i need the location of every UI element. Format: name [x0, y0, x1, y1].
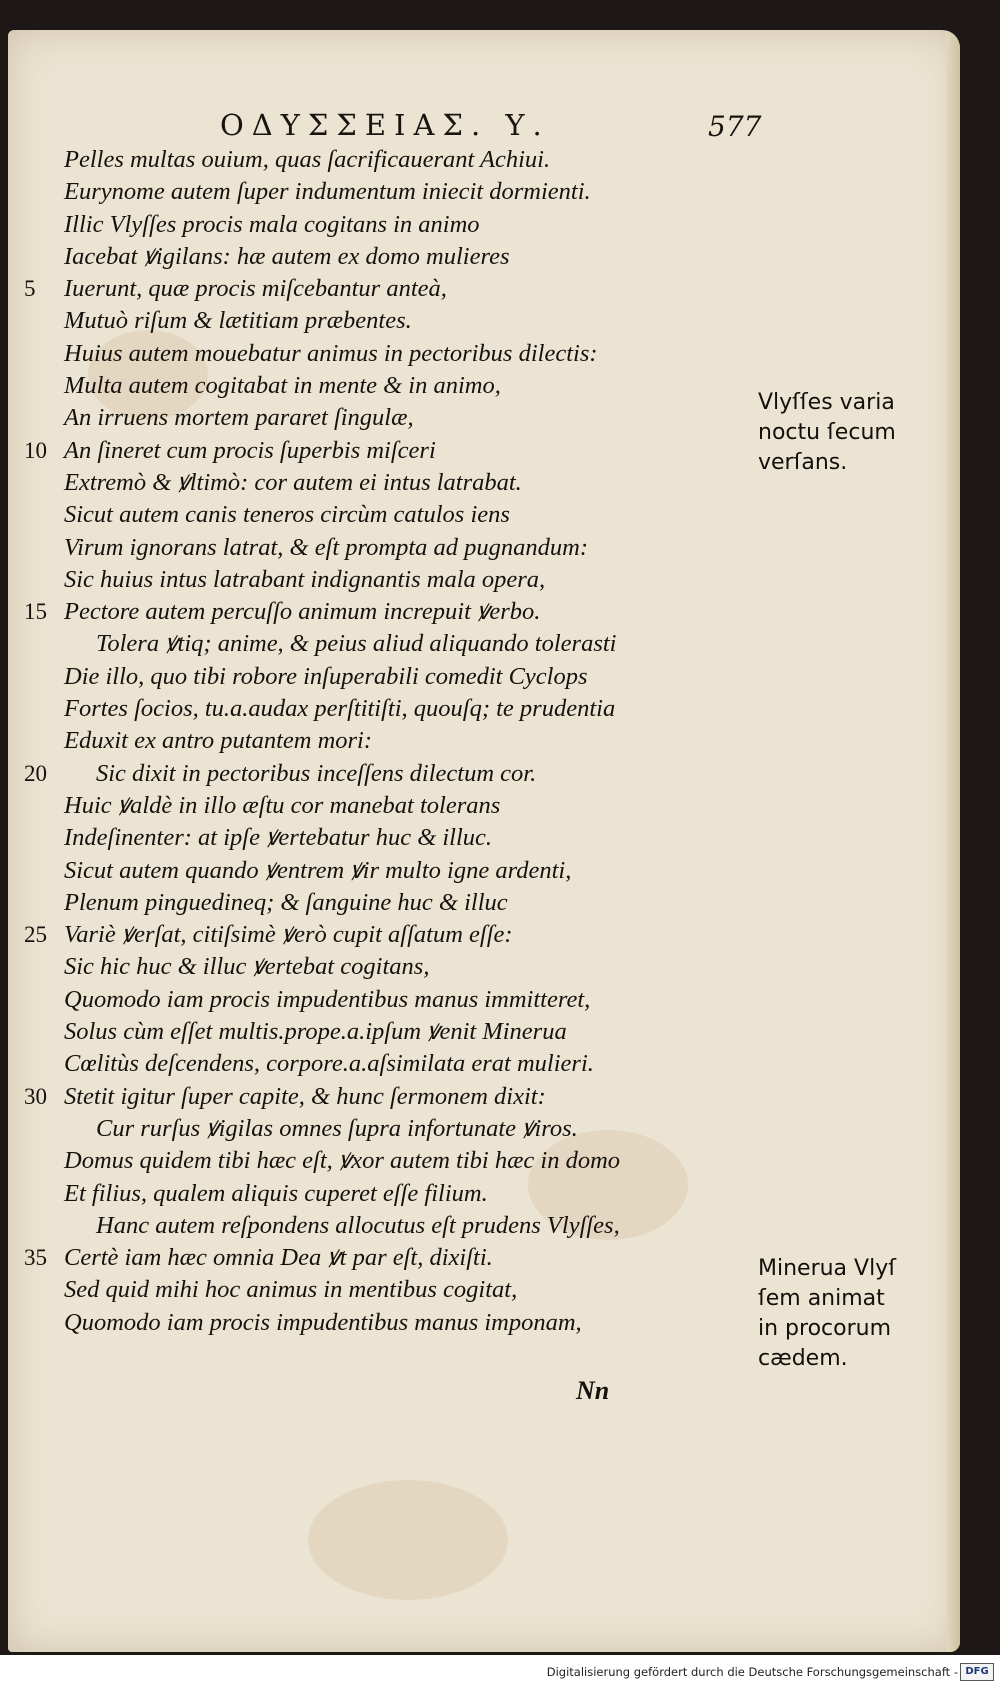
verse-text: Quomodo iam procis impudentibus manus immitteret, [64, 985, 591, 1013]
verse-text: Plenum pinguedineq; & ſanguine huc & illuc [64, 888, 508, 916]
verse-text: Sic hic huc & illuc ꝟertebat cogitans, [64, 953, 430, 981]
verse-text: Cœlitùs deſcendens, corpore.a.aſsimilata erat mulieri. [64, 1050, 594, 1078]
verse-line [8, 790, 748, 822]
verse-text: Solus cùm eſſet multis.prope.a.ipſum ꝟenit Minerua [64, 1018, 567, 1046]
line-number: 15 [24, 599, 47, 625]
verse-line [8, 1210, 748, 1242]
verse-line [8, 273, 748, 305]
verse-line [8, 370, 748, 402]
dfg-logo: DFG [960, 1663, 994, 1681]
marginal-note-line: Minerua Vlyſ [758, 1256, 896, 1281]
verse-line [8, 725, 748, 757]
marginal-note-1 [758, 388, 896, 478]
verse-text: Die illo, quo tibi robore inſuperabili comedit Cyclops [64, 662, 588, 690]
verse-text: Hanc autem reſpondens allocutus eſt prudens Vlyſſes, [96, 1211, 620, 1239]
running-head: ΟΔΥΣΣΕΙΑΣ. Υ. [220, 108, 550, 142]
verse-text: Sic dixit in pectoribus inceſſens dilectum cor. [96, 759, 537, 787]
marginal-note-line: verſans. [758, 450, 848, 475]
verse-line [8, 693, 748, 725]
verse-text: An irruens mortem pararet ſingulæ, [64, 404, 414, 432]
verse-text: Et filius, qualem aliquis cuperet eſſe filium. [64, 1179, 488, 1207]
verse-line [8, 305, 748, 337]
verse-text: Extremò & ꝟltimò: cor autem ei intus latrabat. [64, 468, 522, 496]
verse-text: Sicut autem quando ꝟentrem ꝟir multo igne ardenti, [64, 856, 572, 884]
verse-text: Huius autem mouebatur animus in pectoribus dilectis: [64, 339, 598, 367]
line-number: 10 [24, 437, 47, 463]
verse-line [8, 1048, 748, 1080]
verse-line [8, 855, 748, 887]
verse-line [8, 1113, 748, 1145]
verse-line [8, 1242, 748, 1274]
catchword: Nn [576, 1376, 610, 1405]
footer-bar [0, 1655, 1000, 1687]
marginal-note-line: noctu ſecum [758, 420, 896, 445]
verse-text: Mutuò riſum & lætitiam præbentes. [64, 307, 412, 335]
book-page [8, 30, 960, 1652]
verse-text: Sic huius intus latrabant indignantis mala opera, [64, 565, 546, 593]
verse-text: Iuerunt, quæ procis miſcebantur anteà, [64, 275, 447, 303]
verse-text: Eduxit ex antro putantem mori: [64, 727, 373, 755]
funding-credit: Digitalisierung gefördert durch die Deutsche Forschungsgemeinschaft - [546, 1665, 958, 1679]
verse-text: Indeſinenter: at ipſe ꝟertebatur huc & illuc. [64, 824, 493, 852]
line-number: 30 [24, 1083, 47, 1109]
verse-text: Quomodo iam procis impudentibus manus imponam, [64, 1308, 582, 1336]
verse-line [8, 596, 748, 628]
verse-line [8, 564, 748, 596]
verse-line [8, 919, 748, 951]
verse-text: Certè iam hæc omnia Dea ꝟt par eſt, dixiſti. [64, 1244, 493, 1272]
verse-block [8, 144, 748, 1339]
verse-line [8, 1178, 748, 1210]
verse-line [8, 402, 748, 434]
verse-line [8, 887, 748, 919]
verse-line [8, 984, 748, 1016]
verse-line [8, 661, 748, 693]
verse-line [8, 758, 748, 790]
verse-text: Tolera ꝟtiq; anime, & peius aliud aliquando tolerasti [96, 630, 617, 658]
verse-line [8, 435, 748, 467]
verse-text: Eurynome autem ſuper indumentum iniecit dormienti. [64, 178, 591, 206]
paper-stain [308, 1480, 508, 1600]
page-edge [946, 30, 960, 1652]
verse-line [8, 951, 748, 983]
verse-line [8, 467, 748, 499]
verse-line [8, 822, 748, 854]
verse-text: Variè ꝟerſat, citiſsimè ꝟerò cupit aſſatum eſſe: [64, 921, 513, 949]
line-number: 5 [24, 276, 36, 302]
verse-line [8, 1274, 748, 1306]
marginal-note-line: cædem. [758, 1346, 848, 1371]
marginal-note-2 [758, 1254, 896, 1374]
verse-line [8, 532, 748, 564]
verse-line [8, 209, 748, 241]
verse-text: Pectore autem percuſſo animum increpuit ꝟerbo. [64, 598, 541, 626]
line-number: 35 [24, 1245, 47, 1271]
verse-text: Domus quidem tibi hæc eſt, ꝟxor autem tibi hæc in domo [64, 1147, 621, 1175]
verse-line [8, 338, 748, 370]
verse-text: Stetit igitur ſuper capite, & hunc ſermonem dixit: [64, 1082, 546, 1110]
verse-text: Sed quid mihi hoc animus in mentibus cogitat, [64, 1276, 518, 1304]
line-number: 25 [24, 922, 47, 948]
verse-line [8, 628, 748, 660]
verse-text: Illic Vlyſſes procis mala cogitans in animo [64, 210, 480, 238]
verse-line [8, 1016, 748, 1048]
marginal-note-line: in procorum [758, 1316, 892, 1341]
verse-text: Fortes ſocios, tu.a.audax perſtitiſti, quouſq; te prudentia [64, 695, 616, 723]
verse-text: Cur rurſus ꝟigilas omnes ſupra infortunate ꝟiros. [96, 1114, 578, 1142]
marginal-note-line: ſem animat [758, 1286, 885, 1311]
verse-line [8, 144, 748, 176]
verse-line [8, 176, 748, 208]
verse-text: Pelles multas ouium, quas ſacrificauerant Achiui. [64, 146, 551, 173]
page-number: 577 [708, 110, 762, 143]
line-number: 20 [24, 760, 47, 786]
verse-line [8, 241, 748, 273]
verse-text: Huic ꝟaldè in illo æſtu cor manebat tolerans [64, 791, 501, 819]
verse-text: Iacebat ꝟigilans: hæ autem ex domo mulieres [64, 242, 510, 270]
verse-line [8, 499, 748, 531]
verse-line [8, 1081, 748, 1113]
verse-text: An ſineret cum procis ſuperbis miſceri [64, 436, 436, 464]
marginal-note-line: Vlyſſes varia [758, 390, 895, 415]
verse-line [8, 1145, 748, 1177]
verse-text: Virum ignorans latrat, & eſt prompta ad pugnandum: [64, 533, 589, 561]
verse-text: Sicut autem canis teneros circùm catulos iens [64, 501, 510, 529]
verse-line [8, 1307, 748, 1339]
verse-text: Multa autem cogitabat in mente & in animo, [64, 372, 501, 400]
